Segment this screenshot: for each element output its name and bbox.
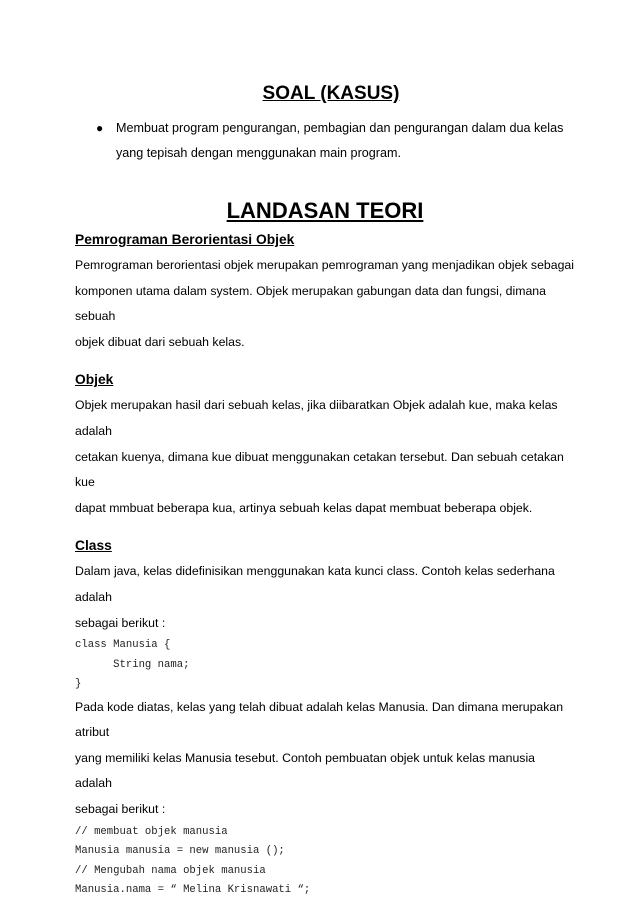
section-title-objek: Objek [75, 372, 114, 388]
paragraph-line: dapat mmbuat beberapa kua, artinya sebuah kelas dapat membuat beberapa objek. [75, 500, 533, 515]
document-content [75, 82, 575, 901]
paragraph-line: cetakan kuenya, dimana kue dibuat menggunakan cetakan tersebut. Dan sebuah cetakan kue [75, 449, 564, 490]
code-line: Manusia manusia = new manusia (); [75, 845, 285, 858]
paragraph-line: Pada kode diatas, kelas yang telah dibuat adalah kelas Manusia. Dan dimana merupakan atribut [75, 699, 564, 740]
heading-soal-kasus: SOAL (KASUS) [262, 83, 400, 104]
paragraph-line: sebagai berikut : [75, 802, 166, 816]
code-line: class Manusia { [75, 639, 171, 652]
bullet-text: Membuat program pengurangan, pembagian dan pengurangan dalam dua kelas yang tepisah dengan menggunakan main program. [116, 121, 564, 160]
bullet-icon: ● [96, 121, 104, 135]
paragraph-line: Objek merupakan hasil dari sebuah kelas, jika diibaratkan Objek adalah kue, maka kelas adalah [75, 398, 558, 438]
section-title-pbo: Pemrograman Berorientasi Objek [75, 232, 295, 247]
section-title-class: Class [75, 538, 112, 554]
paragraph-line: Pemrograman berorientasi objek merupakan pemrograman yang menjadikan objek sebagai [75, 258, 574, 272]
paragraph-line: yang memiliki kelas Manusia tesebut. Contoh pembuatan objek untuk kelas manusia adalah [75, 750, 536, 791]
bullet-list-item [75, 116, 575, 166]
code-line: // Mengubah nama objek manusia [75, 864, 266, 877]
paragraph-line: komponen utama dalam system. Objek merupakan gabungan data dan fungsi, dimana sebuah [75, 283, 546, 324]
code-line: } [75, 678, 82, 691]
paragraph-line: Dalam java, kelas didefinisikan menggunakan kata kunci class. Contoh kelas sederhana adalah [75, 564, 555, 604]
code-line: // membuat objek manusia [75, 825, 228, 838]
paragraph-line: sebagai berikut : [75, 615, 166, 630]
code-line: String nama; [75, 658, 190, 671]
paragraph-line: objek dibuat dari sebuah kelas. [75, 334, 245, 349]
heading-landasan-teori: LANDASAN TEORI [226, 198, 424, 223]
code-line: Manusia.nama = “ Melina Krisnawati “; [75, 884, 311, 897]
